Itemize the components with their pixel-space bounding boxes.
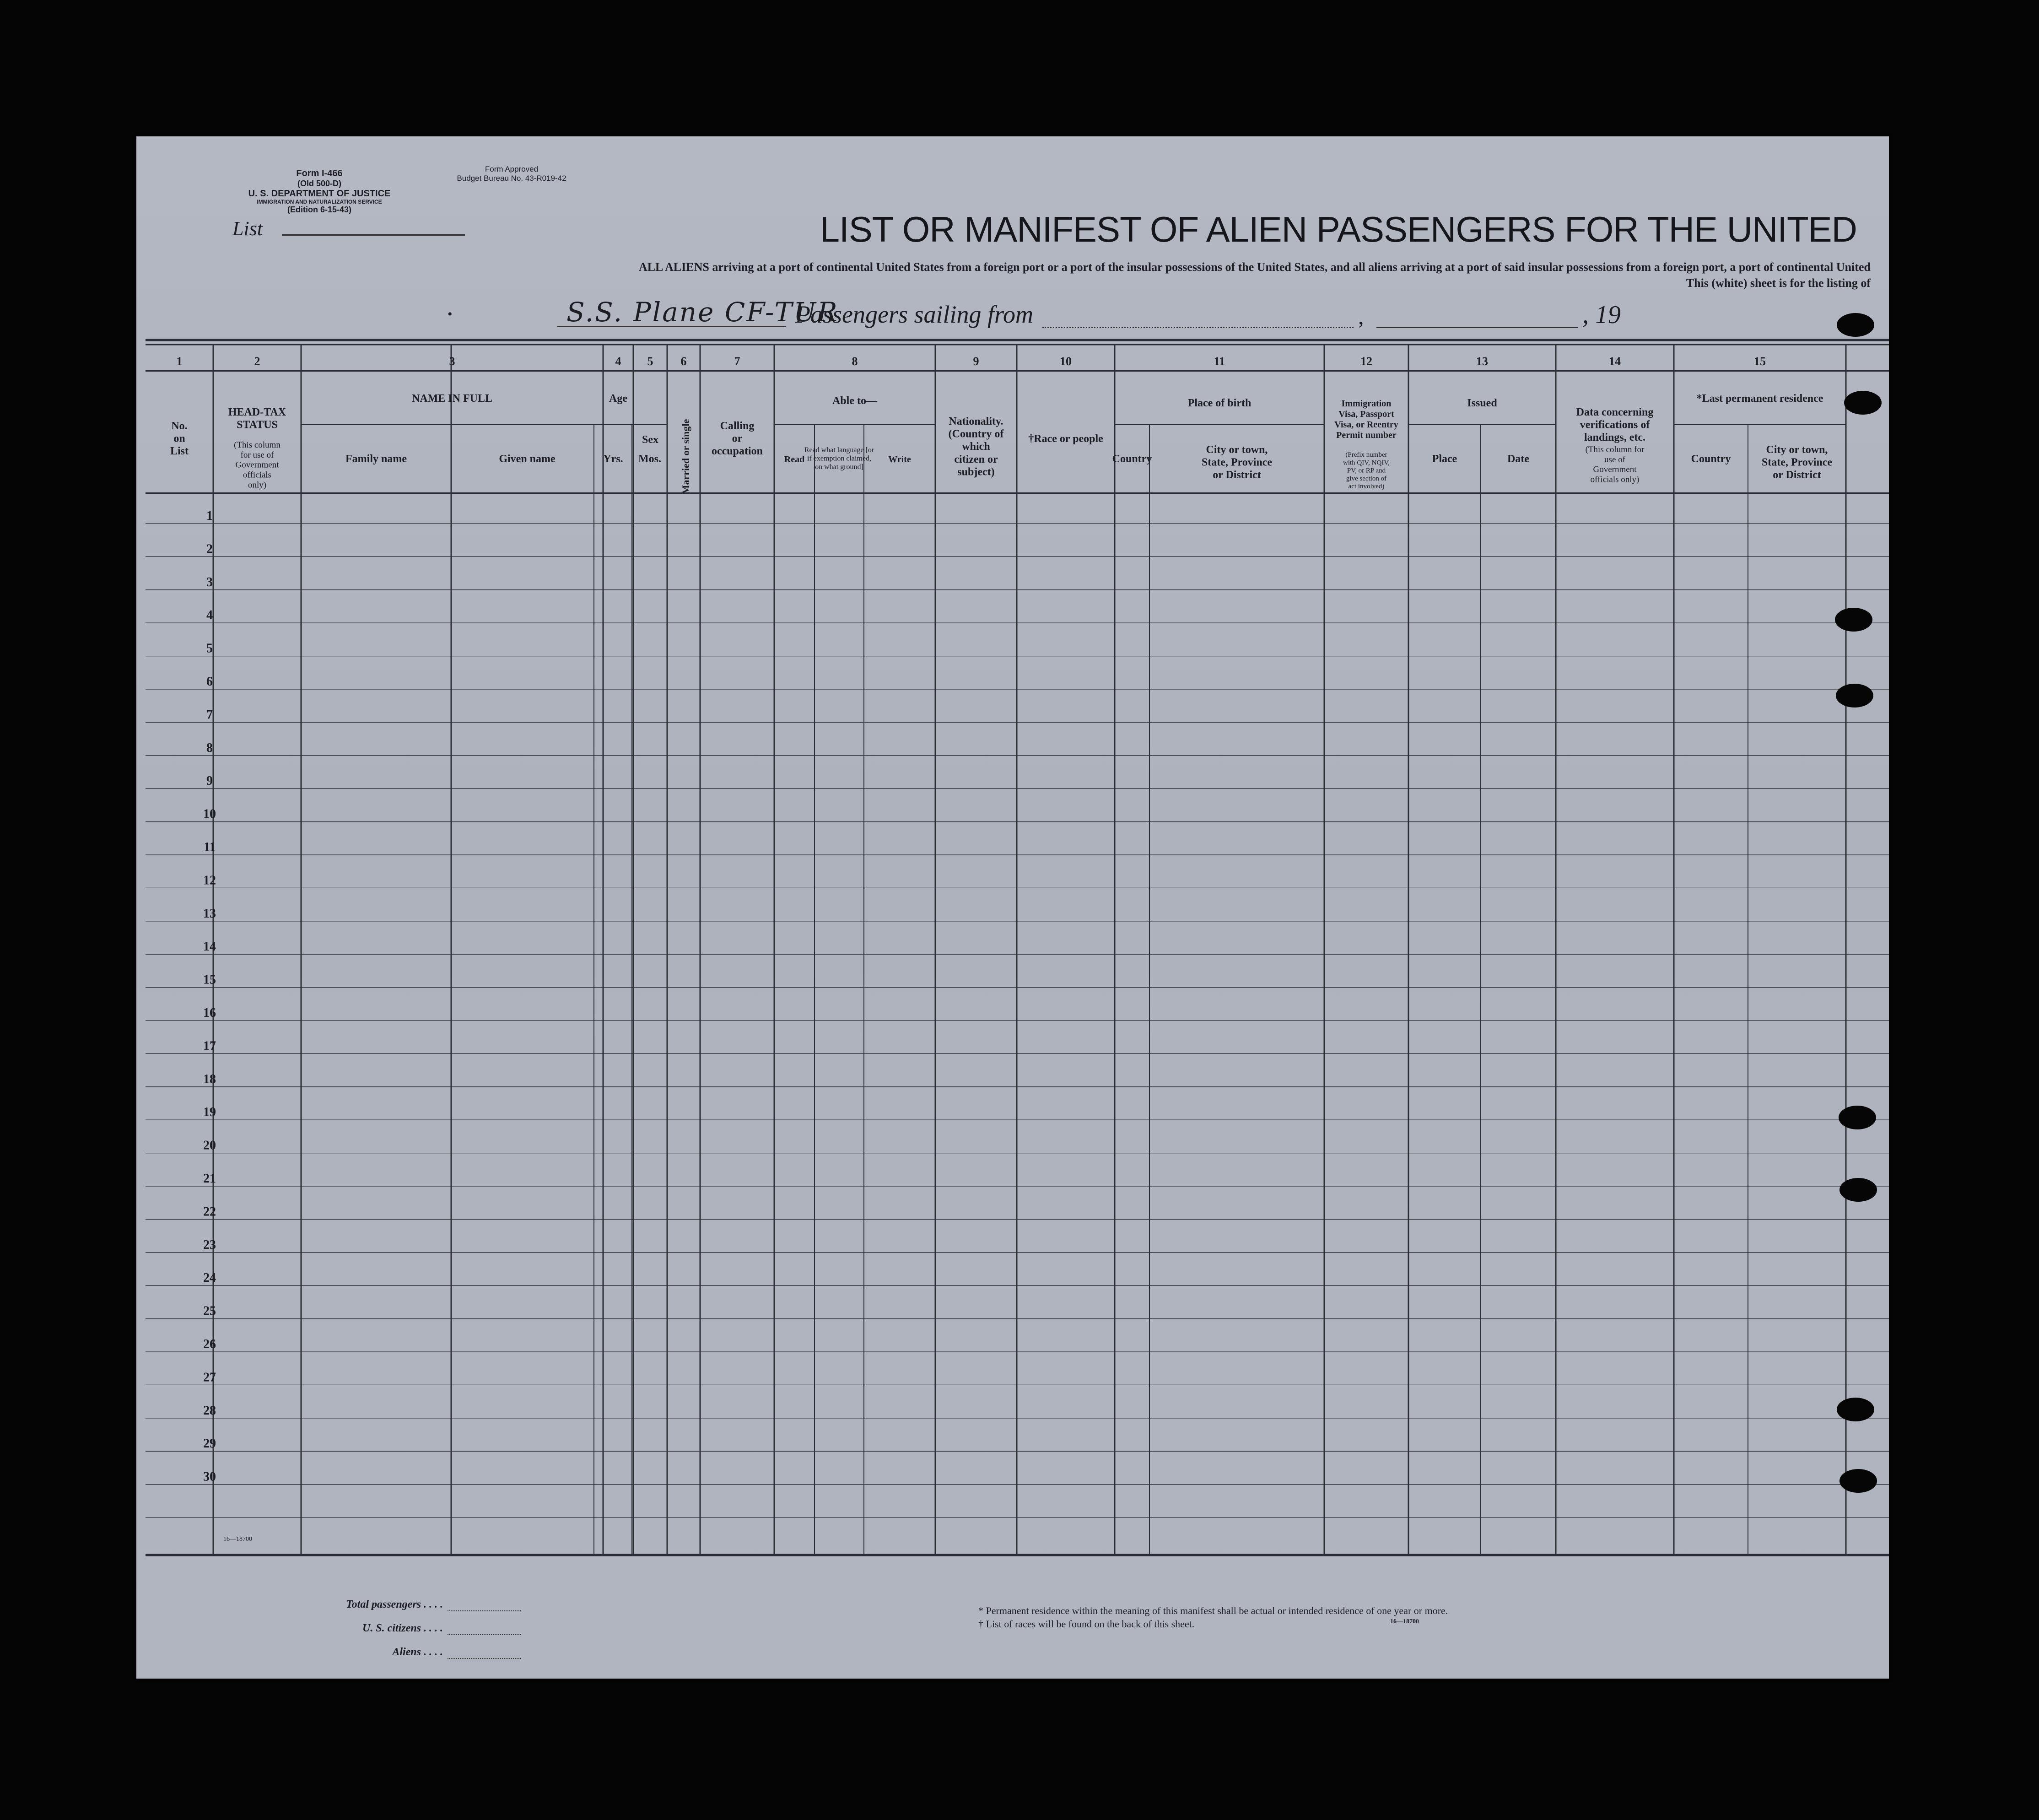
col-visa-note: (Prefix number with QIV, NQIV, PV, or RP and give section of act involved) xyxy=(1343,451,1390,490)
col-birth-title: Place of birth xyxy=(1187,397,1251,409)
row-number: 28 xyxy=(203,1403,216,1418)
col-head-tax-note: (This column for use of Government officials only) xyxy=(234,440,280,490)
row-number: 7 xyxy=(206,707,213,722)
footnotes xyxy=(978,1604,1527,1631)
total-passengers-dots: . . . . xyxy=(424,1599,443,1610)
row-number: 21 xyxy=(203,1172,216,1186)
form-number: Form I-466 xyxy=(296,168,343,178)
col-age-yrs: Yrs. xyxy=(603,453,623,465)
form-edition: (Edition 6-15-43) xyxy=(287,205,352,215)
approved-label: Form Approved xyxy=(485,165,539,173)
col-verification-title: Data concerning verifications of landings, etc. xyxy=(1576,406,1654,444)
col-head-tax-title: HEAD-TAX STATUS xyxy=(228,406,286,431)
col-birth-country: Country xyxy=(1112,453,1152,465)
vessel-name-handwritten: S.S. Plane CF-TUR xyxy=(566,297,839,328)
col-read-language: Read what language [or if exemption claimed, on what ground] xyxy=(804,446,874,471)
service-name: IMMIGRATION AND NATURALIZATION SERVICE xyxy=(257,198,382,205)
row-number: 18 xyxy=(203,1072,216,1086)
sailing-from-label: Passengers sailing from xyxy=(795,301,1034,328)
col-residence-city: City or town, State, Province or District xyxy=(1761,444,1833,481)
footnote-permanent-residence: * Permanent residence within the meaning of this manifest shall be actual or intended residence of one year or more. xyxy=(978,1605,1448,1616)
us-citizens-line xyxy=(448,1634,521,1635)
col-write: Write xyxy=(888,454,911,464)
subtitle-line-2: This (white) sheet is for the listing of xyxy=(1686,276,1871,290)
column-number: 2 xyxy=(254,355,260,368)
row-number: 11 xyxy=(203,840,216,854)
punch-hole xyxy=(1839,1106,1876,1129)
ink-dot: • xyxy=(448,307,453,322)
year-prefix: , 19 xyxy=(1582,301,1621,329)
column-number: 3 xyxy=(449,355,455,368)
column-number: 9 xyxy=(973,355,979,368)
row-number: 25 xyxy=(203,1304,216,1318)
aliens-dots: . . . . xyxy=(424,1646,443,1658)
column-number: 15 xyxy=(1754,355,1766,368)
row-number: 29 xyxy=(203,1437,216,1451)
row-number: 20 xyxy=(203,1138,216,1153)
col-race: †Race or people xyxy=(1028,433,1103,445)
col-sex: Sex xyxy=(642,434,658,446)
column-number: 12 xyxy=(1360,355,1372,368)
old-form-number: (Old 500-D) xyxy=(297,179,341,188)
row-number: 4 xyxy=(206,608,213,623)
column-number: 7 xyxy=(734,355,740,368)
col-age-mos: Mos. xyxy=(638,453,661,465)
aliens-line xyxy=(448,1658,521,1659)
row-number: 14 xyxy=(203,940,216,954)
us-citizens-label: U. S. citizens xyxy=(362,1622,421,1634)
punch-hole xyxy=(1837,313,1874,337)
row-number: 27 xyxy=(203,1370,216,1385)
column-number: 8 xyxy=(852,355,858,368)
column-number: 14 xyxy=(1609,355,1621,368)
col-read: Read xyxy=(784,454,805,464)
col-married: Married or single xyxy=(680,419,691,495)
totals-block xyxy=(306,1599,626,1670)
col-issued-date: Date xyxy=(1507,453,1529,465)
column-number: 10 xyxy=(1060,355,1072,368)
punch-hole xyxy=(1844,391,1882,415)
department-name: U. S. DEPARTMENT OF JUSTICE xyxy=(248,188,391,199)
comma-separator: , xyxy=(1358,303,1364,329)
footnote-races: † List of races will be found on the back of this sheet. xyxy=(978,1618,1195,1630)
col-able-title: Able to— xyxy=(832,395,877,407)
total-passengers-label: Total passengers xyxy=(346,1599,421,1610)
total-passengers-row xyxy=(306,1599,443,1622)
us-citizens-row xyxy=(306,1622,443,1646)
column-number: 11 xyxy=(1214,355,1225,368)
list-label: List xyxy=(232,217,263,240)
column-number: 4 xyxy=(615,355,621,368)
budget-bureau-number: Budget Bureau No. 43-R019-42 xyxy=(457,173,566,183)
col-residence-title: *Last permanent residence xyxy=(1696,393,1823,405)
subtitle-line-1: ALL ALIENS arriving at a port of continental United States from a foreign port or a port of the insular possessions of the United States, and all aliens arriving at a port of said insular possessions from a foreign port, a port of continental United xyxy=(638,260,1871,274)
aliens-label: Aliens xyxy=(392,1646,421,1658)
manifest-grid xyxy=(136,136,1889,1679)
row-number: 23 xyxy=(203,1237,216,1252)
page-title: LIST OR MANIFEST OF ALIEN PASSENGERS FOR THE UNITED xyxy=(820,209,1857,249)
col-issued-place: Place xyxy=(1432,453,1457,465)
col-birth-city: City or town, State, Province or District xyxy=(1201,444,1273,481)
total-passengers-line xyxy=(448,1610,521,1611)
punch-hole xyxy=(1839,1469,1877,1493)
row-number: 1 xyxy=(206,509,213,523)
col-residence-country: Country xyxy=(1691,453,1731,465)
row-number: 17 xyxy=(203,1039,216,1053)
row-number: 6 xyxy=(206,675,213,689)
col-name-title: NAME IN FULL xyxy=(411,393,493,405)
row-number: 26 xyxy=(203,1337,216,1351)
col-age-title: Age xyxy=(609,393,627,405)
column-number: 6 xyxy=(680,355,687,368)
row-number: 5 xyxy=(206,641,213,656)
punch-hole xyxy=(1839,1178,1877,1202)
us-citizens-dots: . . . . xyxy=(424,1622,443,1634)
col-no-on-list: No. on List xyxy=(170,420,189,458)
punch-hole xyxy=(1836,684,1873,707)
col-verification-note: (This column for use of Government officials only) xyxy=(1585,445,1645,485)
col-visa-title: Immigration Visa, Passport Visa, or Reentry Permit number xyxy=(1334,399,1398,440)
row-number: 15 xyxy=(203,972,216,987)
row-number: 10 xyxy=(203,807,216,821)
punch-hole xyxy=(1837,1398,1874,1421)
col-nationality: Nationality. (Country of which citizen or subject) xyxy=(948,416,1004,478)
row-number: 8 xyxy=(206,740,213,755)
manifest-sheet xyxy=(136,136,1889,1679)
row-number: 30 xyxy=(203,1469,216,1484)
column-number: 5 xyxy=(647,355,653,368)
row-number: 3 xyxy=(206,575,213,589)
column-number: 1 xyxy=(176,355,183,368)
row-number: 19 xyxy=(203,1105,216,1120)
col-occupation: Calling or occupation xyxy=(711,420,763,458)
col-family-name: Family name xyxy=(345,453,407,465)
row-number: 22 xyxy=(203,1204,216,1219)
aliens-row xyxy=(306,1646,443,1670)
row-number: 13 xyxy=(203,906,216,921)
print-code-bottom-right: 16—18700 xyxy=(1390,1618,1419,1625)
column-number: 13 xyxy=(1476,355,1488,368)
col-given-name: Given name xyxy=(499,453,556,465)
row-number: 9 xyxy=(206,774,213,788)
row-number: 2 xyxy=(206,542,213,556)
punch-hole xyxy=(1835,608,1872,632)
row-number: 12 xyxy=(203,873,216,888)
row-number: 24 xyxy=(203,1271,216,1285)
row-number: 16 xyxy=(203,1006,216,1020)
col-issued-title: Issued xyxy=(1467,397,1497,409)
print-code-bottom-left: 16—18700 xyxy=(223,1536,252,1543)
